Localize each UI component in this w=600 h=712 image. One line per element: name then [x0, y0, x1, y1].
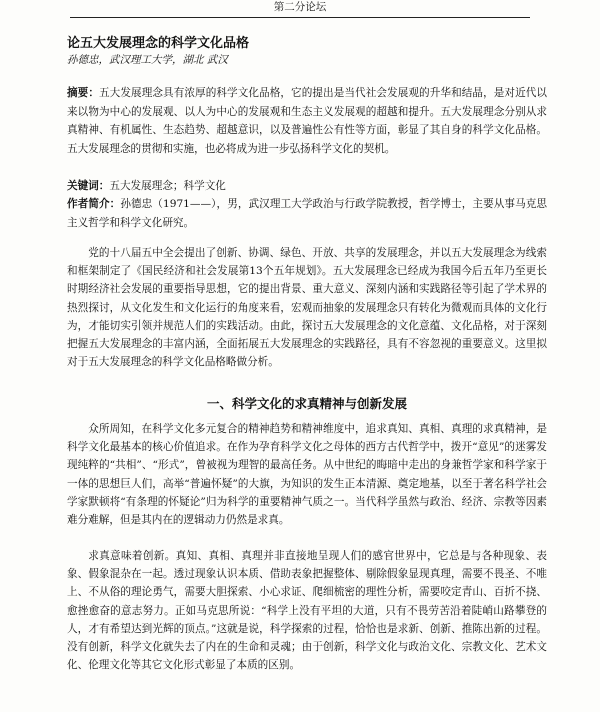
abstract [67, 84, 547, 158]
author-bio-label: 作者简介： [67, 198, 121, 210]
body-paragraph-1: 众所周知，在科学文化多元复合的精神趋势和精神维度中，追求真知、真相、真理的求真精神，是科学文化最基本的核心价值追求。在作为孕育科学文化之母体的西方古代哲学中，拨开“意见”的迷雾发现纯粹的“共相”、“形式”，曾被视为理智的最高任务。从中世纪的晦暗中走出的身兼哲学家和科学家于一体的思想巨人们，高举“普遍怀疑”的大旗，为知识的发生正本清源、奠定地基，以至于著名科学社会学家默顿将“有条理的怀疑论”归为科学的重要精神气质之一。当代科学虽然与政治、经济、宗教等因素难分难解，但是其内在的逻辑动力仍然是求真。 [67, 423, 547, 527]
section-heading: 一、科学文化的求真精神与创新发展 [206, 396, 407, 411]
keywords-label: 关键词： [67, 180, 110, 192]
keywords-text: 五大发展理念；科学文化 [109, 180, 226, 192]
running-head: 第二分论坛 [70, 0, 530, 18]
abstract-text: 五大发展理念具有浓厚的科学文化品格，它的提出是当代社会发展观的升华和结晶，是对近代以来以物为中心的发展观、以人为中心的发展观和生态主义发展观的超越和提升。五大发展理念分别从求真精神、有机属性、生态趋势、超越意识，以及普遍性公有性等方面，彰显了其自身的科学文化品格。五大发展理念的贯彻和实施，也必将成为进一步弘扬科学文化的契机。 [67, 87, 548, 155]
author-byline: 孙德忠，武汉理工大学，湖北 武汉 [67, 54, 228, 66]
article-title: 论五大发展理念的科学文化品格 [67, 36, 250, 51]
body-paragraph-2: 求真意味着创新。真知、真相、真理并非直接地呈现人们的感官世界中，它总是与各种现象、表象、假象混杂在一起。透过现象认识本质、借助表象把握整体、剔除假象显现真理，需要不畏圣、不唯上、不从俗的理论勇气，需要大胆探索、小心求证、爬细梳密的理性分析，需要咬定青山、百折不挠、愈挫愈奋的意志努力。正如马克思所说：“科学上没有平坦的大道，只有不畏劳苦沿着陡峭山路攀登的人，才有希望达到光辉的顶点。”这就是说，科学探索的过程，恰恰也是求新、创新、推陈出新的过程。没有创新，科学文化就失去了内在的生命和灵魂；由于创新，科学文化与政治文化、宗教文化、艺术文化、伦理文化等其它文化形式彰显了本质的区别。 [67, 550, 547, 672]
author-bio-text: 孙德忠（1971——），男，武汉理工大学政治与行政学院教授，哲学博士，主要从事马克思主义哲学和科学文化研究。 [67, 198, 547, 229]
author-bio [67, 195, 547, 232]
abstract-label: 摘要： [67, 87, 100, 99]
intro-paragraph: 党的十八届五中全会提出了创新、协调、绿色、开放、共享的发展理念，并以五大发展理念为线索和框架制定了《国民经济和社会发展第13个五年规划》。五大发展理念已经成为我国今后五年乃至更长时期经济社会发展的重要指导思想，它的提出背景、重大意义、深刻内涵和实践路径等引起了学术界的热烈探讨，从文化发生和文化运行的角度来看，宏观而抽象的发展理念只有转化为微观而具体的文化行为，才能切实引领并规范人们的实践活动。由此，探讨五大发展理念的文化意蕴、文化品格，对于深刻把握五大发展理念的丰富内涵，全面拓展五大发展理念的实践路径，具有不容忽视的重要意义。这里拟对于五大发展理念的科学文化品格略做分析。 [67, 247, 547, 369]
keywords [67, 177, 547, 196]
